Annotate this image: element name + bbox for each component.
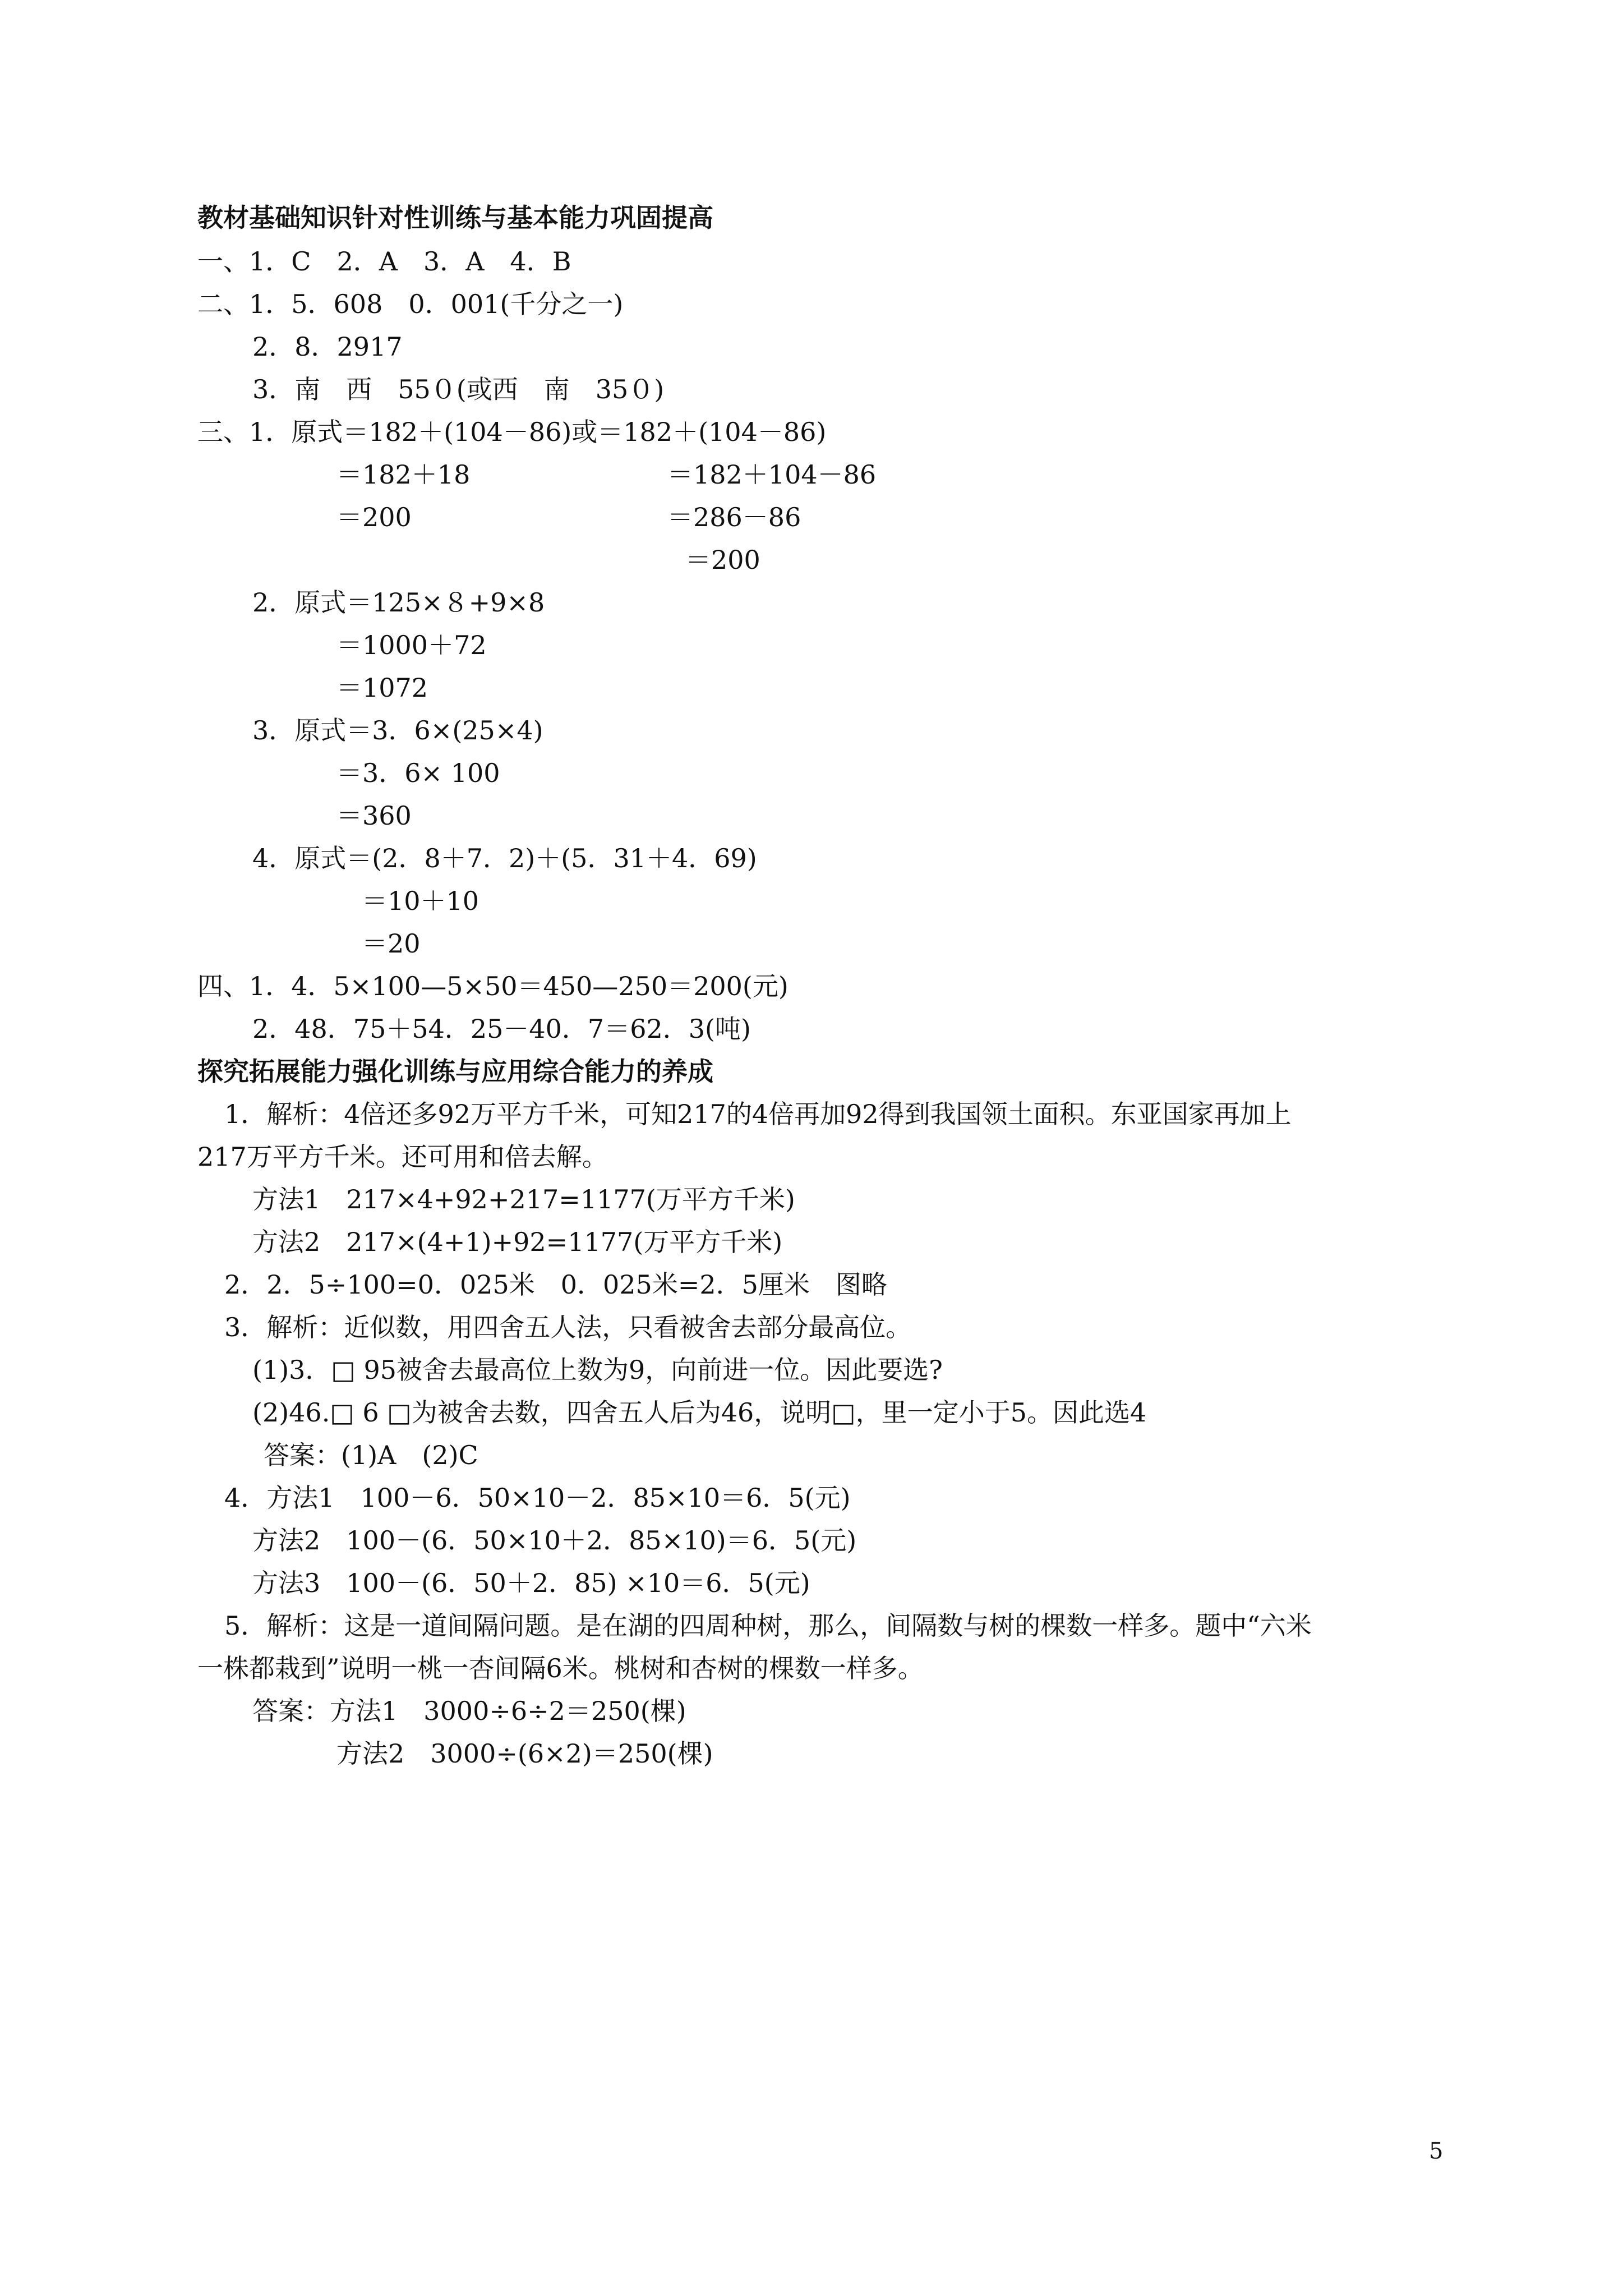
answer-line: 2．8．2917 (252, 332, 403, 362)
calculation-step: ＝10＋10 (362, 886, 479, 916)
answer-line: 一、1．C 2．A 3．A 4．B (197, 246, 571, 277)
answer-line: 1．解析：4倍还多92万平方千米，可知217的4倍再加92得到我国领土面积。东亚国家再加上 (224, 1099, 1292, 1129)
answer-line: 方法1 217×4+92+217=1177(万平方千米) (252, 1184, 795, 1214)
calculation-step: ＝20 (362, 928, 421, 959)
calculation-step: ＝182＋18 (336, 459, 471, 490)
calculation-step: ＝182＋104－86 (667, 459, 877, 490)
answer-line: 二、1．5．608 0．001(千分之一) (197, 289, 624, 319)
answer-line: 4．原式＝(2．8＋7．2)＋(5．31＋4．69) (252, 843, 757, 873)
answer-line: 答案：(1)A (2)C (264, 1440, 478, 1470)
answer-line: 2．2．5÷100=0．025米 0．025米=2．5厘米 图略 (224, 1269, 887, 1300)
answer-line: 2．原式＝125×８+9×8 (252, 587, 545, 618)
calculation-step: ＝360 (336, 800, 412, 831)
answer-line: 3．原式＝3．6×(25×4) (252, 715, 543, 746)
answer-line: 2．48．75＋54．25－40．7＝62．3(吨) (252, 1014, 751, 1044)
calculation-step: ＝286－86 (667, 502, 801, 532)
page-number: 5 (1429, 2138, 1444, 2164)
answer-line: 四、1．4．5×100—5×50＝450—250＝200(元) (197, 971, 789, 1001)
answer-line: 5．解析：这是一道间隔问题。是在湖的四周种树，那么，间隔数与树的棵数一样多。题中“六米 (224, 1611, 1312, 1641)
answer-line: 方法2 100－(6．50×10＋2．85×10)＝6．5(元) (252, 1525, 857, 1556)
answer-line: 答案：方法1 3000÷6÷2＝250(棵) (252, 1696, 686, 1726)
answer-line: 三、1．原式＝182＋(104－86)或＝182＋(104－86) (197, 417, 827, 447)
section-heading-extended-training: 探究拓展能力强化训练与应用综合能力的养成 (197, 1056, 713, 1087)
answer-line: 217万平方千米。还可用和倍去解。 (197, 1142, 608, 1172)
answer-line: 4．方法1 100－6．50×10－2．85×10＝6．5(元) (224, 1483, 851, 1513)
answer-line: (1)3．□ 95被舍去最高位上数为9，向前进一位。因此要选? (252, 1355, 943, 1385)
answer-line: (2)46.□ 6 □为被舍去数，四舍五人后为46，说明□，里一定小于5。因此选4 (252, 1397, 1147, 1428)
calculation-step: ＝200 (685, 545, 760, 575)
answer-line: 一株都栽到”说明一桃一杏间隔6米。桃树和杏树的棵数一样多。 (197, 1653, 924, 1683)
answer-line: 方法2 3000÷(6×2)＝250(棵) (336, 1738, 713, 1769)
calculation-step: ＝200 (336, 502, 412, 532)
calculation-step: ＝1000＋72 (336, 630, 487, 660)
answer-line: 方法3 100－(6．50＋2．85) ×10＝6．5(元) (252, 1568, 810, 1598)
calculation-step: ＝3．6× 100 (336, 758, 500, 788)
answer-line: 3．解析：近似数，用四舍五人法，只看被舍去部分最高位。 (224, 1312, 912, 1342)
answer-line: 方法2 217×(4+1)+92=1177(万平方千米) (252, 1227, 783, 1257)
answer-line: 3．南 西 55０(或西 南 35０) (252, 374, 665, 404)
section-heading-basic-training: 教材基础知识针对性训练与基本能力巩固提高 (197, 203, 713, 233)
calculation-step: ＝1072 (336, 673, 428, 703)
